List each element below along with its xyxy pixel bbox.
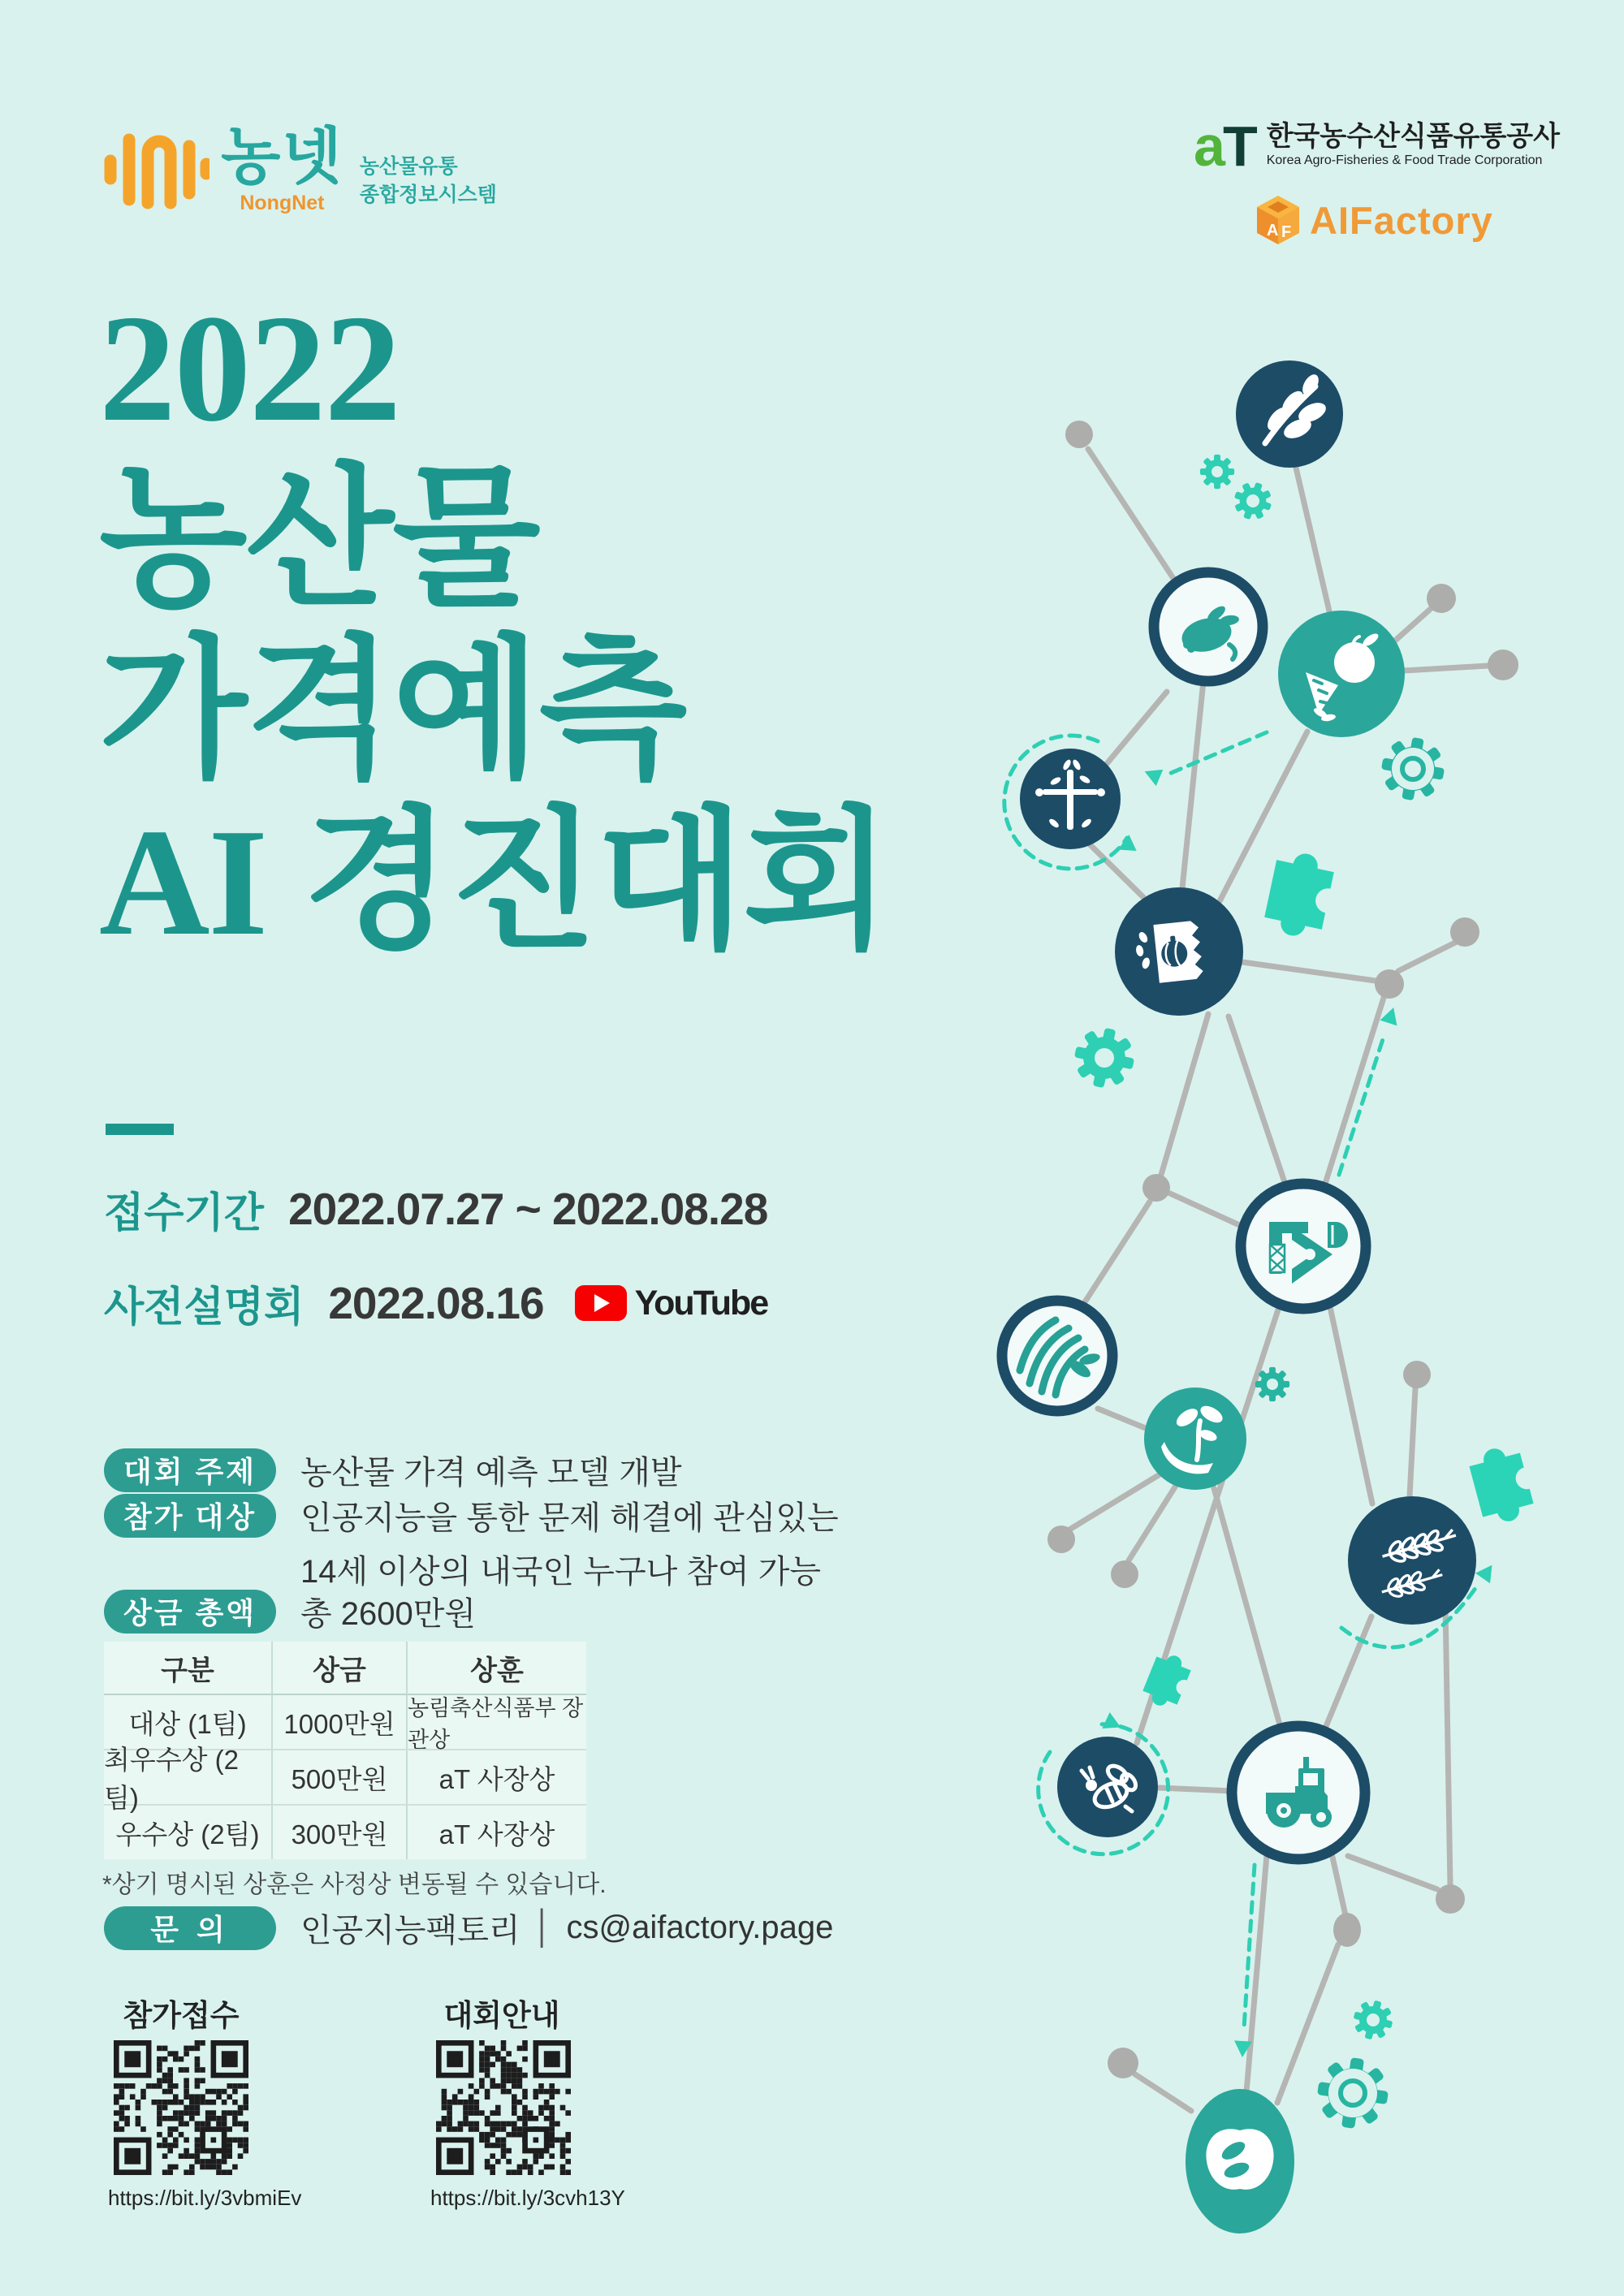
nongnet-logo [104, 122, 497, 218]
briefing-session-row [104, 1273, 767, 1333]
title-line-2: 농산물 [99, 455, 539, 624]
briefing-session-label: 사전설명회 [104, 1284, 304, 1330]
prize-table-header: 상훈 [408, 1642, 586, 1695]
title-line-3: 가격예측 [99, 626, 686, 796]
topic-row [104, 1447, 682, 1493]
at-symbol: aT [1194, 114, 1255, 178]
aifactory-cube-icon [1256, 195, 1300, 245]
prize-row-cell: aT 사장상 [438, 1819, 555, 1849]
prize-table-header: 구분 [104, 1642, 271, 1695]
prize-footnote: *상기 명시된 상훈은 사정상 변동될 수 있습니다. [102, 1871, 607, 1898]
at-name-english: Korea Agro-Fisheries & Food Trade Corporation [1266, 153, 1543, 167]
aifactory-logo [1256, 195, 1493, 245]
title-line-4: AI 경진대회 [99, 797, 890, 967]
aifactory-label: AIFactory [1310, 198, 1493, 242]
contact-org: 인공지능팩토리 [300, 1913, 520, 1949]
youtube-link[interactable] [575, 1284, 768, 1323]
eligibility-badge: 참가 대상 [104, 1494, 276, 1538]
nongnet-latin: NongNet [240, 192, 325, 214]
nongnet-soundwave-icon [104, 122, 209, 218]
topic-badge: 대회 주제 [104, 1448, 276, 1492]
eligibility-row [104, 1492, 839, 1539]
topic-text: 농산물 가격 예측 모델 개발 [300, 1455, 682, 1491]
contact-badge: 문 의 [104, 1906, 276, 1950]
youtube-icon [575, 1285, 627, 1321]
eligibility-text-line2: 14세 이상의 내국인 누구나 참여 가능 [300, 1554, 822, 1590]
svg-text:F: F [1281, 223, 1292, 241]
title-line-year: 2022 [99, 283, 400, 453]
qr-right-url[interactable]: https://bit.ly/3cvh13Y [430, 2186, 625, 2210]
prize-total-row [104, 1588, 476, 1634]
nongnet-name: 농넷 [221, 123, 343, 192]
prize-row-cell: 최우수상 (2팀) [104, 1750, 271, 1806]
title-dash [106, 1124, 174, 1135]
contact-divider: │ [533, 1910, 554, 1945]
qr-right-title: 대회안내 [443, 1999, 560, 2032]
prize-table-header: 상금 [271, 1642, 408, 1695]
prize-row-cell: 농림축산식품부 장관상 [408, 1695, 586, 1750]
briefing-session-value: 2022.08.16 [328, 1278, 544, 1328]
prize-row-cell: 300만원 [271, 1806, 408, 1859]
prize-row-cell: 1000만원 [271, 1695, 408, 1750]
qr-left-title: 참가접수 [123, 1999, 240, 2032]
guide-qr-code[interactable] [436, 2040, 571, 2175]
application-period-label: 접수기간 [104, 1189, 265, 1236]
application-period-row [104, 1179, 767, 1239]
at-logo [1194, 114, 1560, 178]
prize-row-cell: 500만원 [271, 1750, 408, 1806]
prize-row-cell: 대상 (1팀) [104, 1695, 271, 1750]
at-name-korean: 한국농수산식품유통공사 [1266, 121, 1560, 152]
prize-row-cell: aT 사장상 [408, 1750, 586, 1806]
prize-total-text: 총 2600만원 [300, 1596, 477, 1632]
poster-title [99, 283, 890, 968]
eligibility-text-line1: 인공지능을 통한 문제 해결에 관심있는 [300, 1500, 839, 1536]
svg-text:A: A [1267, 222, 1279, 240]
application-period-value: 2022.07.27 ~ 2022.08.28 [288, 1184, 768, 1234]
registration-qr-code[interactable] [114, 2040, 248, 2175]
prize-row-cell: 우수상 (2팀) [115, 1819, 260, 1849]
qr-left-url[interactable]: https://bit.ly/3vbmiEv [108, 2186, 302, 2210]
contact-row [104, 1905, 833, 1951]
prize-total-badge: 상금 총액 [104, 1590, 276, 1634]
prize-table [104, 1642, 586, 1859]
nongnet-tagline: 농산물유통 종합정보시스템 [359, 155, 497, 206]
contact-email[interactable]: cs@aifactory.page [566, 1910, 834, 1945]
youtube-label: YouTube [634, 1283, 768, 1323]
